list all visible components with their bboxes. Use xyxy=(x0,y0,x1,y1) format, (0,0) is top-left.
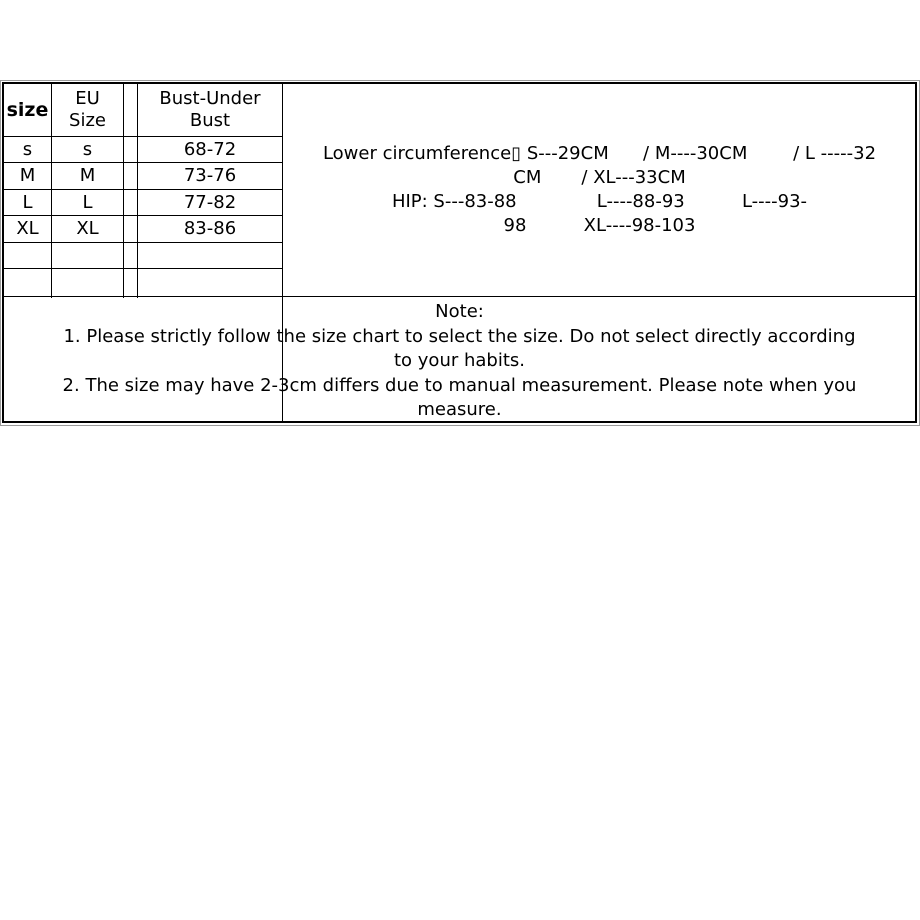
note-section xyxy=(4,298,915,421)
table-cell-size: s xyxy=(22,138,33,160)
header-eu-size-line2: Size xyxy=(69,110,106,131)
info-line: 98 XL----98-103 xyxy=(503,215,696,236)
measurement-info xyxy=(284,84,915,296)
note-item-1: 1. Please strictly follow the size chart to select the size. Do not select directly according xyxy=(63,325,856,347)
info-line: HIP: S---83-88 L----88-93 L----93- xyxy=(391,191,808,212)
table-cell-eu: L xyxy=(82,191,93,213)
note-item-2: 2. The size may have 2-3cm differs due to manual measurement. Please note when you xyxy=(62,374,857,396)
header-size: size xyxy=(6,99,49,121)
grid-line xyxy=(4,296,915,297)
table-cell-bust: 77-82 xyxy=(183,191,237,213)
table-cell-eu: s xyxy=(82,138,93,160)
note-item-2-cont: measure. xyxy=(417,399,502,420)
grid-line xyxy=(4,268,282,269)
table-cell-bust: 73-76 xyxy=(183,165,237,186)
note-item-1-cont: to your habits. xyxy=(393,350,525,371)
header-eu-size xyxy=(52,84,123,136)
table-cell-eu: XL xyxy=(76,218,99,239)
note-title: Note: xyxy=(435,301,484,322)
table-cell-size: XL xyxy=(16,218,39,239)
info-line: CM / XL---33CM xyxy=(513,167,686,188)
grid-line xyxy=(4,242,282,243)
info-line: Lower circumference▯ S---29CM / M----30CM / L -----32 xyxy=(322,143,877,164)
size-chart xyxy=(2,82,917,423)
grid-line xyxy=(123,84,124,298)
header-bust-line1: Bust-Under xyxy=(159,88,261,109)
table-cell-eu: M xyxy=(79,165,96,186)
table-cell-size: L xyxy=(22,191,33,213)
header-bust xyxy=(138,84,282,136)
header-bust-line2: Bust xyxy=(189,110,231,131)
table-cell-bust: 68-72 xyxy=(183,138,237,160)
table-cell-size: M xyxy=(19,165,36,186)
header-eu-size-line1: EU xyxy=(75,88,100,109)
table-cell-bust: 83-86 xyxy=(183,218,237,239)
